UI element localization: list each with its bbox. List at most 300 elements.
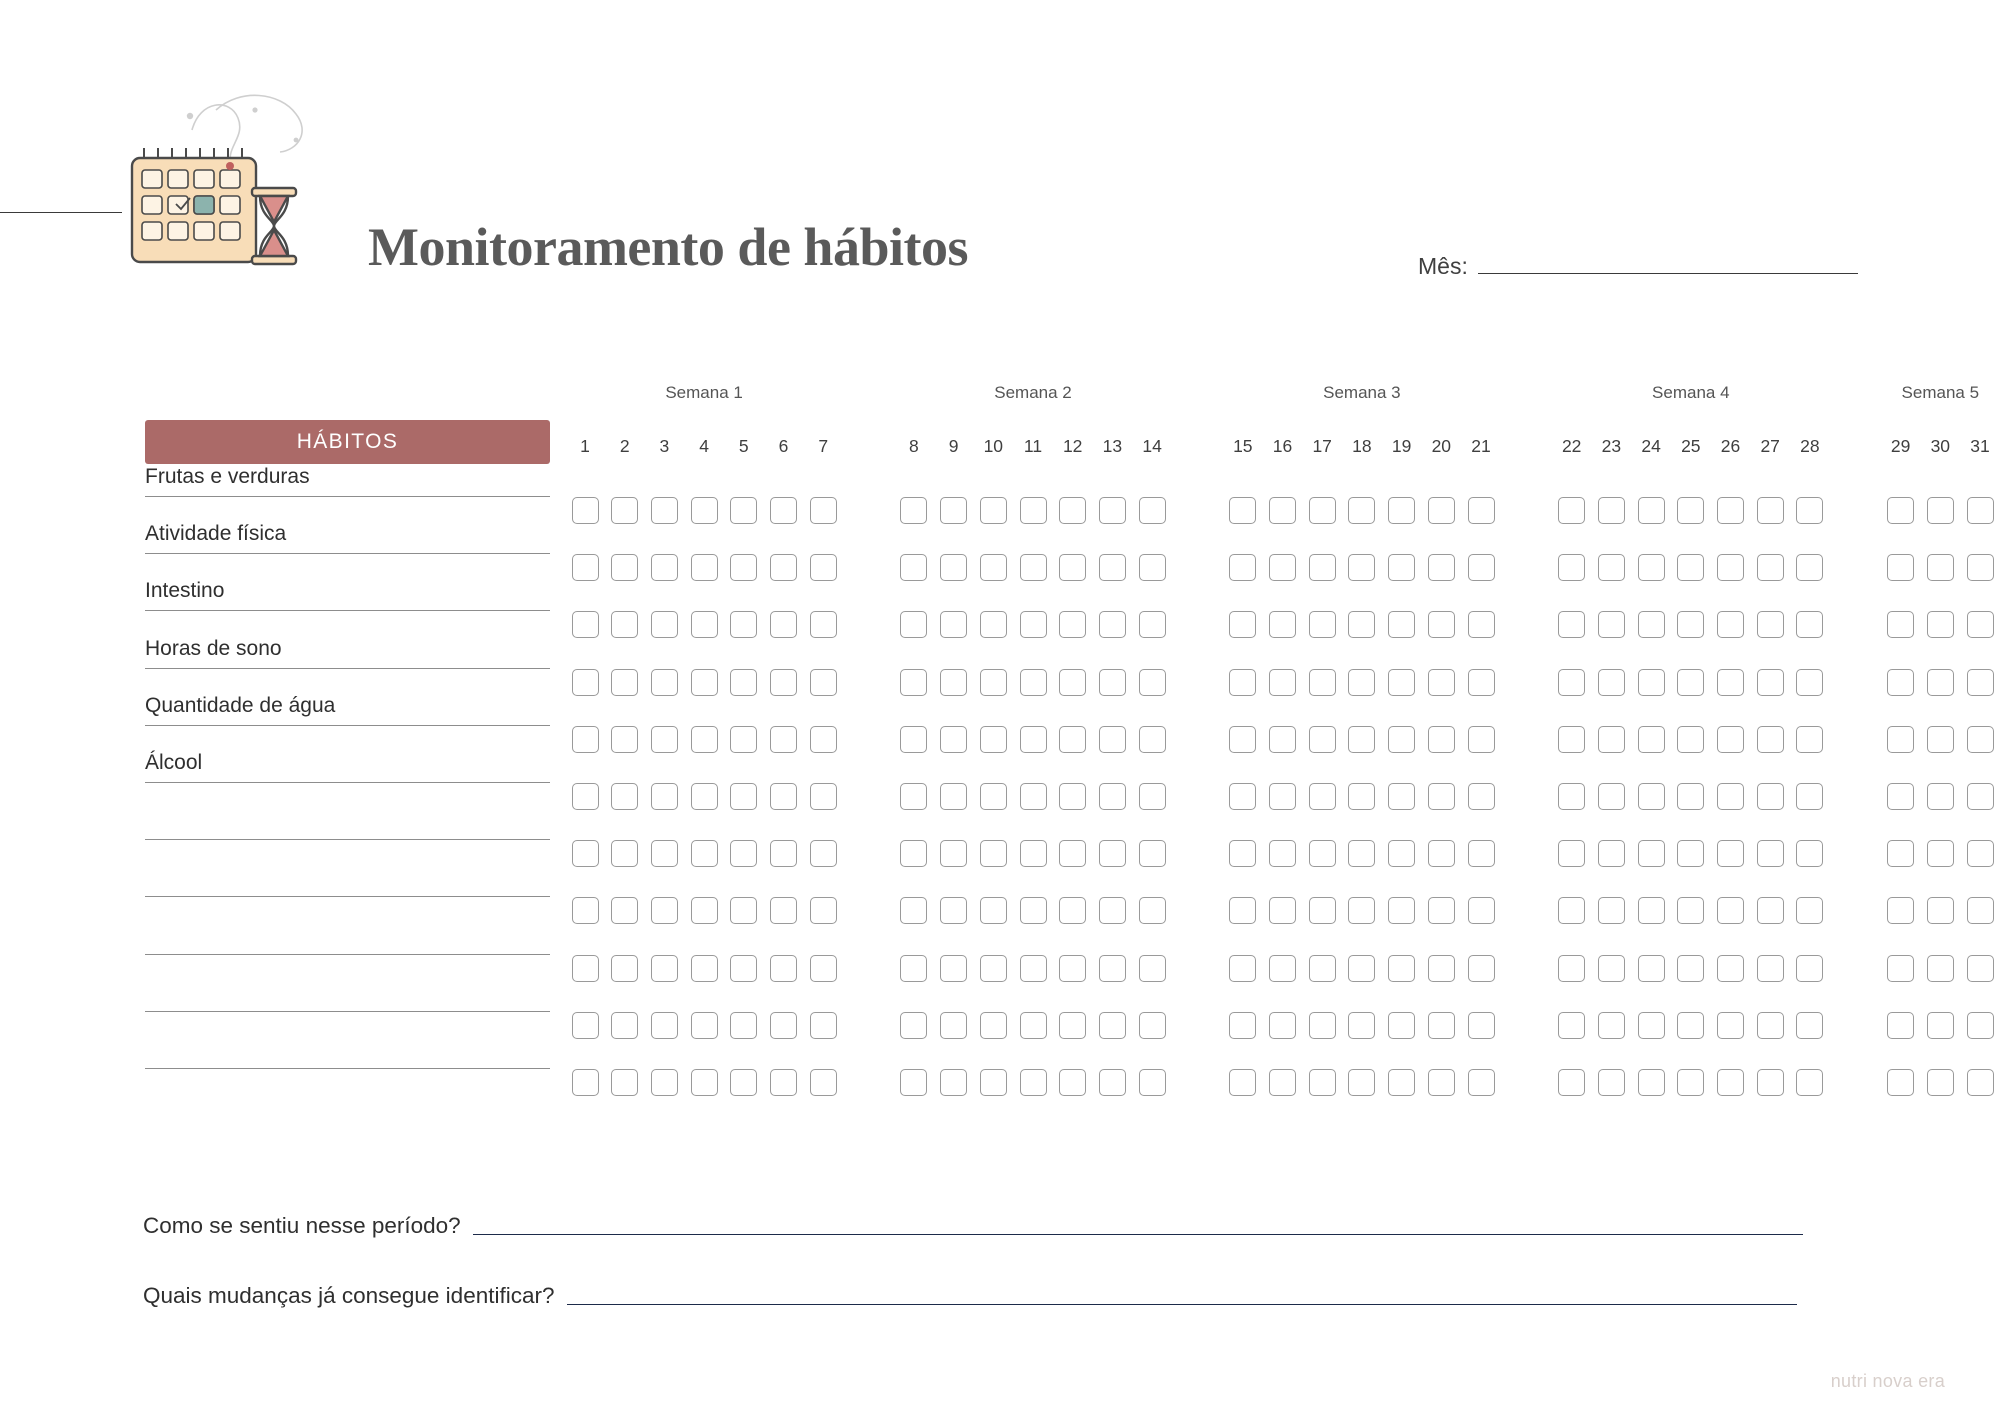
habit-checkbox[interactable] [572,726,599,753]
habit-checkbox[interactable] [1020,955,1047,982]
habit-checkbox[interactable] [980,840,1007,867]
habit-checkbox[interactable] [1428,840,1455,867]
habit-checkbox[interactable] [1309,611,1336,638]
habit-checkbox[interactable] [1927,897,1954,924]
habit-checkbox[interactable] [1468,1069,1495,1096]
habit-checkbox[interactable] [980,1012,1007,1039]
habit-checkbox[interactable] [1677,554,1704,581]
habit-checkbox[interactable] [1638,554,1665,581]
habit-checkbox[interactable] [1139,611,1166,638]
habit-checkbox[interactable] [1887,554,1914,581]
habit-checkbox[interactable] [1558,669,1585,696]
habit-checkbox[interactable] [1717,726,1744,753]
habit-checkbox[interactable] [1309,1069,1336,1096]
habit-checkbox[interactable] [1677,611,1704,638]
habit-checkbox[interactable] [1677,497,1704,524]
habit-checkbox[interactable] [1468,1012,1495,1039]
habit-checkbox[interactable] [611,1012,638,1039]
habit-checkbox[interactable] [1796,554,1823,581]
habit-checkbox[interactable] [1099,497,1126,524]
habit-checkbox[interactable] [1468,955,1495,982]
habit-checkbox[interactable] [810,955,837,982]
habit-checkbox[interactable] [1388,669,1415,696]
habit-checkbox[interactable] [900,726,927,753]
habit-checkbox[interactable] [1598,783,1625,810]
habit-checkbox[interactable] [1677,840,1704,867]
habit-checkbox[interactable] [611,955,638,982]
habit-checkbox[interactable] [1967,497,1994,524]
habit-checkbox[interactable] [1139,840,1166,867]
habit-checkbox[interactable] [1269,554,1296,581]
habit-checkbox[interactable] [1229,897,1256,924]
habit-checkbox[interactable] [1348,783,1375,810]
habit-checkbox[interactable] [1269,611,1296,638]
habit-checkbox[interactable] [1757,497,1784,524]
habit-checkbox[interactable] [1717,1012,1744,1039]
habit-checkbox[interactable] [900,497,927,524]
habit-checkbox[interactable] [1967,554,1994,581]
habit-checkbox[interactable] [980,497,1007,524]
habit-checkbox[interactable] [1927,783,1954,810]
habit-checkbox[interactable] [1020,497,1047,524]
habit-checkbox[interactable] [1099,1069,1126,1096]
habit-checkbox[interactable] [940,955,967,982]
habit-blank-line-9[interactable] [145,923,550,955]
habit-checkbox[interactable] [691,840,718,867]
habit-checkbox[interactable] [1309,1012,1336,1039]
habit-checkbox[interactable] [691,726,718,753]
habit-checkbox[interactable] [1638,1069,1665,1096]
habit-checkbox[interactable] [730,955,757,982]
habit-checkbox[interactable] [1887,497,1914,524]
habit-checkbox[interactable] [1796,783,1823,810]
habit-checkbox[interactable] [770,1069,797,1096]
reflection-question-2[interactable] [143,1285,1797,1308]
habit-checkbox[interactable] [900,783,927,810]
habit-checkbox[interactable] [1927,1012,1954,1039]
habit-checkbox[interactable] [572,1069,599,1096]
habit-checkbox[interactable] [1020,611,1047,638]
habit-checkbox[interactable] [1598,1069,1625,1096]
habit-checkbox[interactable] [1059,783,1086,810]
habit-checkbox[interactable] [1468,726,1495,753]
habit-checkbox[interactable] [1269,726,1296,753]
habit-checkbox[interactable] [730,840,757,867]
habit-checkbox[interactable] [1638,669,1665,696]
habit-checkbox[interactable] [1887,1069,1914,1096]
habit-checkbox[interactable] [1598,497,1625,524]
habit-checkbox[interactable] [1348,669,1375,696]
habit-checkbox[interactable] [1558,1012,1585,1039]
habit-checkbox[interactable] [1757,840,1784,867]
habit-checkbox[interactable] [1020,840,1047,867]
habit-checkbox[interactable] [1099,611,1126,638]
habit-checkbox[interactable] [730,611,757,638]
habit-checkbox[interactable] [1229,840,1256,867]
habit-checkbox[interactable] [572,497,599,524]
habit-checkbox[interactable] [1428,497,1455,524]
habit-label-2[interactable]: Atividade física [145,522,550,554]
habit-checkbox[interactable] [1717,840,1744,867]
habit-checkbox[interactable] [1428,955,1455,982]
habit-checkbox[interactable] [1388,783,1415,810]
habit-checkbox[interactable] [651,669,678,696]
habit-checkbox[interactable] [572,955,599,982]
habit-checkbox[interactable] [770,1012,797,1039]
habit-checkbox[interactable] [1428,669,1455,696]
habit-checkbox[interactable] [770,840,797,867]
habit-blank-line-7[interactable] [145,808,550,840]
habit-checkbox[interactable] [810,783,837,810]
habit-checkbox[interactable] [1796,611,1823,638]
habit-checkbox[interactable] [1757,1012,1784,1039]
habit-checkbox[interactable] [980,783,1007,810]
habit-checkbox[interactable] [1598,669,1625,696]
habit-checkbox[interactable] [900,1069,927,1096]
habit-checkbox[interactable] [1229,1069,1256,1096]
habit-checkbox[interactable] [1717,783,1744,810]
habit-checkbox[interactable] [1677,783,1704,810]
habit-checkbox[interactable] [1677,1012,1704,1039]
habit-checkbox[interactable] [1598,840,1625,867]
habit-checkbox[interactable] [900,554,927,581]
habit-checkbox[interactable] [1558,840,1585,867]
habit-checkbox[interactable] [1229,955,1256,982]
habit-checkbox[interactable] [1139,1069,1166,1096]
habit-checkbox[interactable] [1269,1069,1296,1096]
habit-checkbox[interactable] [940,840,967,867]
habit-checkbox[interactable] [1348,840,1375,867]
habit-checkbox[interactable] [730,783,757,810]
habit-checkbox[interactable] [1020,1012,1047,1039]
habit-checkbox[interactable] [1927,726,1954,753]
habit-checkbox[interactable] [940,669,967,696]
habit-checkbox[interactable] [1269,1012,1296,1039]
habit-checkbox[interactable] [1020,1069,1047,1096]
habit-checkbox[interactable] [1598,554,1625,581]
habit-checkbox[interactable] [1099,783,1126,810]
habit-checkbox[interactable] [1757,1069,1784,1096]
habit-checkbox[interactable] [1229,497,1256,524]
habit-checkbox[interactable] [770,669,797,696]
habit-checkbox[interactable] [1059,497,1086,524]
habit-checkbox[interactable] [1757,726,1784,753]
habit-checkbox[interactable] [1887,840,1914,867]
habit-checkbox[interactable] [691,611,718,638]
habit-checkbox[interactable] [810,497,837,524]
habit-blank-line-8[interactable] [145,865,550,897]
habit-checkbox[interactable] [1229,783,1256,810]
habit-checkbox[interactable] [651,611,678,638]
habit-checkbox[interactable] [1638,897,1665,924]
habit-checkbox[interactable] [1059,955,1086,982]
habit-checkbox[interactable] [1717,554,1744,581]
habit-checkbox[interactable] [940,897,967,924]
habit-checkbox[interactable] [1059,554,1086,581]
habit-checkbox[interactable] [1927,840,1954,867]
habit-checkbox[interactable] [900,955,927,982]
habit-checkbox[interactable] [1598,611,1625,638]
habit-checkbox[interactable] [1677,669,1704,696]
habit-checkbox[interactable] [1139,726,1166,753]
habit-checkbox[interactable] [1269,783,1296,810]
habit-checkbox[interactable] [1887,669,1914,696]
habit-checkbox[interactable] [1428,726,1455,753]
habit-checkbox[interactable] [730,897,757,924]
habit-checkbox[interactable] [770,726,797,753]
habit-checkbox[interactable] [611,497,638,524]
habit-checkbox[interactable] [1348,955,1375,982]
habit-checkbox[interactable] [810,611,837,638]
habit-checkbox[interactable] [1388,840,1415,867]
habit-checkbox[interactable] [1967,897,1994,924]
habit-checkbox[interactable] [1717,497,1744,524]
habit-checkbox[interactable] [1388,1069,1415,1096]
habit-checkbox[interactable] [1099,955,1126,982]
question-1-answer-line[interactable] [473,1234,1803,1235]
habit-checkbox[interactable] [1598,726,1625,753]
habit-checkbox[interactable] [1309,897,1336,924]
habit-checkbox[interactable] [1059,726,1086,753]
habit-checkbox[interactable] [1059,897,1086,924]
habit-checkbox[interactable] [980,669,1007,696]
habit-checkbox[interactable] [1428,897,1455,924]
habit-checkbox[interactable] [1059,611,1086,638]
habit-checkbox[interactable] [1927,669,1954,696]
habit-checkbox[interactable] [1967,1069,1994,1096]
habit-checkbox[interactable] [1468,669,1495,696]
habit-checkbox[interactable] [1020,726,1047,753]
habit-checkbox[interactable] [1348,1012,1375,1039]
habit-checkbox[interactable] [611,840,638,867]
habit-checkbox[interactable] [572,669,599,696]
habit-checkbox[interactable] [730,1069,757,1096]
habit-label-6[interactable]: Álcool [145,751,550,783]
habit-checkbox[interactable] [1967,669,1994,696]
habit-checkbox[interactable] [1229,611,1256,638]
habit-checkbox[interactable] [980,611,1007,638]
habit-checkbox[interactable] [1388,611,1415,638]
habit-checkbox[interactable] [730,1012,757,1039]
habit-checkbox[interactable] [572,840,599,867]
habit-checkbox[interactable] [900,669,927,696]
question-2-answer-line[interactable] [567,1304,1797,1305]
habit-checkbox[interactable] [1229,669,1256,696]
habit-checkbox[interactable] [611,726,638,753]
habit-checkbox[interactable] [1388,955,1415,982]
habit-blank-line-11[interactable] [145,1037,550,1069]
habit-checkbox[interactable] [611,611,638,638]
habit-checkbox[interactable] [1677,726,1704,753]
habit-checkbox[interactable] [1796,1069,1823,1096]
habit-checkbox[interactable] [1638,497,1665,524]
habit-checkbox[interactable] [1099,726,1126,753]
habit-checkbox[interactable] [1059,1069,1086,1096]
habit-checkbox[interactable] [651,840,678,867]
habit-checkbox[interactable] [810,1069,837,1096]
habit-checkbox[interactable] [1020,897,1047,924]
habit-checkbox[interactable] [900,1012,927,1039]
habit-checkbox[interactable] [1638,955,1665,982]
habit-checkbox[interactable] [1269,897,1296,924]
habit-checkbox[interactable] [1757,669,1784,696]
habit-checkbox[interactable] [1638,1012,1665,1039]
habit-checkbox[interactable] [1887,611,1914,638]
habit-checkbox[interactable] [1099,1012,1126,1039]
habit-checkbox[interactable] [1927,554,1954,581]
habit-checkbox[interactable] [1269,669,1296,696]
habit-checkbox[interactable] [1927,955,1954,982]
habit-checkbox[interactable] [1269,497,1296,524]
habit-checkbox[interactable] [1139,497,1166,524]
habit-checkbox[interactable] [770,554,797,581]
habit-checkbox[interactable] [1757,955,1784,982]
habit-checkbox[interactable] [691,897,718,924]
habit-checkbox[interactable] [1927,497,1954,524]
habit-checkbox[interactable] [1139,897,1166,924]
habit-checkbox[interactable] [1059,1012,1086,1039]
habit-checkbox[interactable] [1059,669,1086,696]
habit-checkbox[interactable] [1558,726,1585,753]
habit-checkbox[interactable] [1598,1012,1625,1039]
habit-checkbox[interactable] [691,1012,718,1039]
habit-checkbox[interactable] [1348,726,1375,753]
habit-blank-line-10[interactable] [145,980,550,1012]
habit-checkbox[interactable] [1309,669,1336,696]
habit-checkbox[interactable] [1139,783,1166,810]
habit-checkbox[interactable] [1099,840,1126,867]
habit-label-3[interactable]: Intestino [145,579,550,611]
habit-checkbox[interactable] [651,1069,678,1096]
habit-checkbox[interactable] [1428,611,1455,638]
habit-checkbox[interactable] [1887,955,1914,982]
habit-label-1[interactable]: Frutas e verduras [145,465,550,497]
habit-checkbox[interactable] [1967,726,1994,753]
habit-checkbox[interactable] [691,497,718,524]
habit-checkbox[interactable] [1229,1012,1256,1039]
habit-checkbox[interactable] [980,554,1007,581]
habit-checkbox[interactable] [1638,783,1665,810]
habit-checkbox[interactable] [1309,554,1336,581]
habit-checkbox[interactable] [1020,554,1047,581]
habit-checkbox[interactable] [611,1069,638,1096]
habit-checkbox[interactable] [691,1069,718,1096]
habit-checkbox[interactable] [1388,497,1415,524]
habit-checkbox[interactable] [1558,783,1585,810]
habit-checkbox[interactable] [940,1012,967,1039]
habit-checkbox[interactable] [1796,840,1823,867]
habit-checkbox[interactable] [691,669,718,696]
habit-checkbox[interactable] [1099,669,1126,696]
habit-checkbox[interactable] [1309,840,1336,867]
habit-checkbox[interactable] [980,1069,1007,1096]
habit-checkbox[interactable] [1229,726,1256,753]
habit-checkbox[interactable] [1717,669,1744,696]
habit-checkbox[interactable] [1139,669,1166,696]
habit-checkbox[interactable] [611,783,638,810]
habit-checkbox[interactable] [900,840,927,867]
habit-checkbox[interactable] [651,726,678,753]
habit-checkbox[interactable] [1099,554,1126,581]
habit-checkbox[interactable] [900,897,927,924]
habit-checkbox[interactable] [1468,554,1495,581]
habit-checkbox[interactable] [651,897,678,924]
habit-checkbox[interactable] [810,840,837,867]
habit-checkbox[interactable] [940,1069,967,1096]
habit-checkbox[interactable] [1309,726,1336,753]
habit-checkbox[interactable] [1309,955,1336,982]
habit-checkbox[interactable] [1558,955,1585,982]
habit-checkbox[interactable] [810,897,837,924]
habit-checkbox[interactable] [1099,897,1126,924]
habit-checkbox[interactable] [1887,897,1914,924]
habit-checkbox[interactable] [1348,611,1375,638]
habit-checkbox[interactable] [1269,955,1296,982]
habit-checkbox[interactable] [900,611,927,638]
habit-checkbox[interactable] [611,669,638,696]
habit-checkbox[interactable] [651,783,678,810]
habit-checkbox[interactable] [940,554,967,581]
habit-checkbox[interactable] [1468,897,1495,924]
habit-checkbox[interactable] [810,726,837,753]
habit-checkbox[interactable] [691,783,718,810]
habit-checkbox[interactable] [1428,783,1455,810]
habit-checkbox[interactable] [1558,554,1585,581]
habit-checkbox[interactable] [1757,554,1784,581]
habit-checkbox[interactable] [1598,897,1625,924]
habit-checkbox[interactable] [1717,897,1744,924]
habit-label-4[interactable]: Horas de sono [145,637,550,669]
habit-checkbox[interactable] [1967,840,1994,867]
habit-checkbox[interactable] [810,1012,837,1039]
habit-checkbox[interactable] [1796,955,1823,982]
habit-checkbox[interactable] [730,669,757,696]
habit-checkbox[interactable] [1428,554,1455,581]
habit-checkbox[interactable] [1468,783,1495,810]
reflection-question-1[interactable] [143,1215,1803,1238]
habit-checkbox[interactable] [651,1012,678,1039]
habit-checkbox[interactable] [730,497,757,524]
habit-checkbox[interactable] [1558,897,1585,924]
habit-checkbox[interactable] [1059,840,1086,867]
habit-checkbox[interactable] [940,783,967,810]
habit-checkbox[interactable] [651,955,678,982]
habit-checkbox[interactable] [1717,1069,1744,1096]
habit-checkbox[interactable] [770,897,797,924]
habit-checkbox[interactable] [770,955,797,982]
habit-checkbox[interactable] [1269,840,1296,867]
habit-checkbox[interactable] [1796,1012,1823,1039]
habit-checkbox[interactable] [1927,611,1954,638]
habit-checkbox[interactable] [1967,1012,1994,1039]
habit-checkbox[interactable] [730,726,757,753]
habit-checkbox[interactable] [1677,897,1704,924]
habit-checkbox[interactable] [1468,611,1495,638]
habit-checkbox[interactable] [1348,1069,1375,1096]
habit-checkbox[interactable] [1348,554,1375,581]
habit-checkbox[interactable] [1428,1069,1455,1096]
habit-checkbox[interactable] [1757,611,1784,638]
habit-checkbox[interactable] [1388,897,1415,924]
habit-checkbox[interactable] [1468,497,1495,524]
habit-checkbox[interactable] [691,955,718,982]
habit-checkbox[interactable] [651,497,678,524]
habit-checkbox[interactable] [1677,1069,1704,1096]
habit-checkbox[interactable] [1428,1012,1455,1039]
habit-checkbox[interactable] [651,554,678,581]
habit-checkbox[interactable] [1967,783,1994,810]
habit-checkbox[interactable] [572,611,599,638]
